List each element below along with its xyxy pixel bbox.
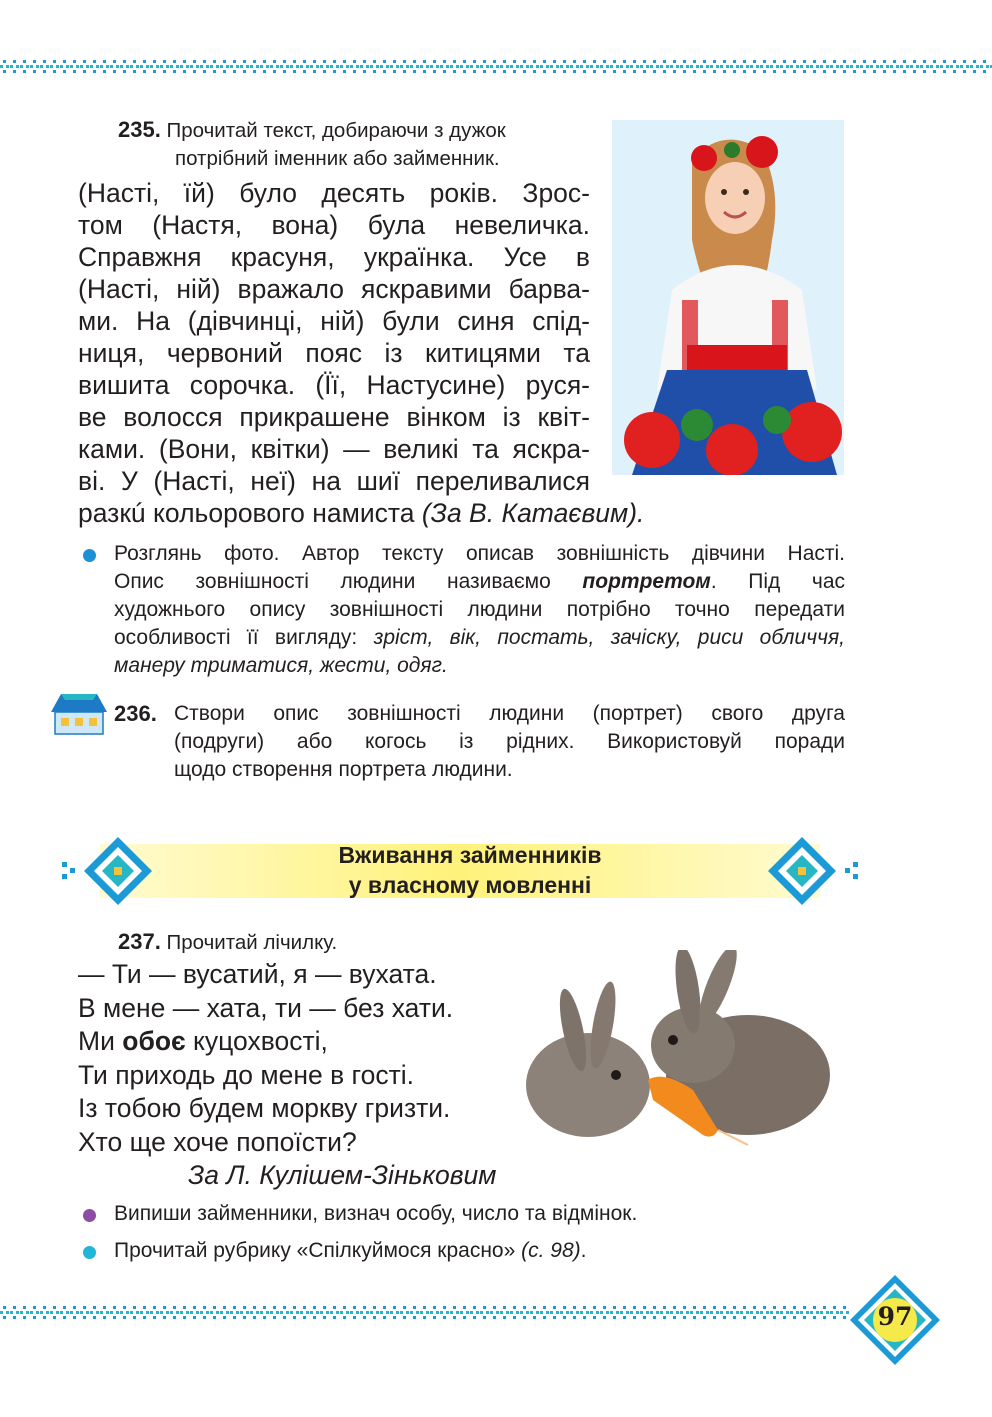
text-line: вишита сорочка. (Її, Настусине) рyся- [78,370,590,400]
exercise-235-text [78,177,645,529]
note-line: Розглянь фото. Автор тексту описав зовнішність дівчини Насті. [114,542,845,565]
task-1 [114,1200,854,1228]
exercise-number: 235. [118,117,161,142]
text-line: ві. У (Насті, неї) на шиї переливалися [78,466,590,496]
poem-line [78,1025,496,1059]
poem [78,958,496,1193]
task-2 [114,1237,854,1265]
exercise-task: Прочитай лічилку. [166,931,338,954]
top-ornament-border [0,60,992,74]
page-number: 97 [877,1302,913,1331]
exercise-number: 236. [114,701,157,726]
text-line: ками. (Вони, квітки) — великі та яскра- [78,434,590,464]
task-page-ref: (с. 98) [521,1239,581,1262]
text-line: Справжня красуня, українка. Усе в [78,242,590,272]
text-line-last [78,497,645,529]
poem-text: куцохвості, [193,1026,328,1056]
poem-text: Ми [78,1026,115,1056]
page-number-badge [850,1275,940,1365]
poem-line: Хто ще хоче попоїсти? [78,1126,357,1157]
exercise-text: щодо створення портрета людини. [174,758,513,781]
note-text: . Під час [710,570,846,593]
exercise-236 [114,700,845,784]
poem-line: Із тобою будем моркву гризти. [78,1093,451,1123]
text-line: (Насті, ній) вражало яскравими барва- [78,274,590,304]
exercise-task-cont: потрібний іменник або займенник. [175,147,500,170]
portrait-note [114,540,845,680]
exercise-text: (подруги) або когось із рідних. Використовуй поради [174,730,845,753]
task-text: Прочитай рубрику «Спілкуймося красно» [114,1239,516,1262]
note-term: портретом [582,570,711,593]
section-title: Вживання займенників [338,842,602,868]
poem-attribution [188,1159,496,1193]
task-line [114,1237,854,1265]
exercise-237-header [118,928,337,957]
task-text: . [580,1239,587,1262]
text-line-last-content: разкú кольорового намиста [78,498,415,528]
poem-line: В мене — хата, ти — без хати. [78,992,454,1023]
note-line: художнього опису зовнішності людини потрібно точно передати [114,598,845,621]
bullet-icon [83,1209,96,1222]
exercise-task: Прочитай текст, добираючи з дужок [166,119,506,142]
text-line: (Насті, їй) було десять років. Зрос- [78,178,590,208]
exercise-text: Створи опис зовнішності людини (портрет) свого друга [174,702,845,725]
note-italic: зріст, вік, постать, зачіску, риси обличчя, [373,626,845,649]
bottom-ornament-border [0,1306,992,1320]
text-line: ми. На (дівчинці, ній) були синя спід- [78,306,590,336]
attribution-text: За Л. Кулішем-Зіньковим [188,1160,497,1190]
poem-bold-word: обоє [122,1026,186,1056]
section-title: у власному мовленні [348,872,592,898]
poem-line: Ти приходь до мене в гості. [78,1059,414,1090]
rabbits-photo [518,950,848,1150]
note-italic: манеру триматися, жести, одяг. [114,654,448,677]
section-banner [60,832,860,910]
note-line [114,568,845,596]
bullet-icon [83,549,96,562]
note-line [114,624,845,652]
note-text: Опис зовнішності людини називаємо [114,570,551,593]
text-line: ве волосся прикрашене вінком із квіт- [78,402,590,432]
text-line: том (Настя, вона) була невеличка. [78,210,590,240]
note-text: особливості її вигляду: [114,626,358,649]
bullet-icon [83,1246,96,1259]
exercise-number: 237. [118,929,161,954]
house-icon [47,690,111,736]
girl-photo [612,120,844,475]
text-line: ниця, червоний пояс із китицями та [78,338,590,368]
task-text: Випиши займенники, визнач особу, число та відмінок. [114,1202,638,1225]
poem-line: — Ти — вусатий, я — вухата. [78,959,437,989]
exercise-235-header [118,116,506,173]
note-line [114,652,845,680]
text-attribution: (За В. Катаєвим). [421,498,645,528]
